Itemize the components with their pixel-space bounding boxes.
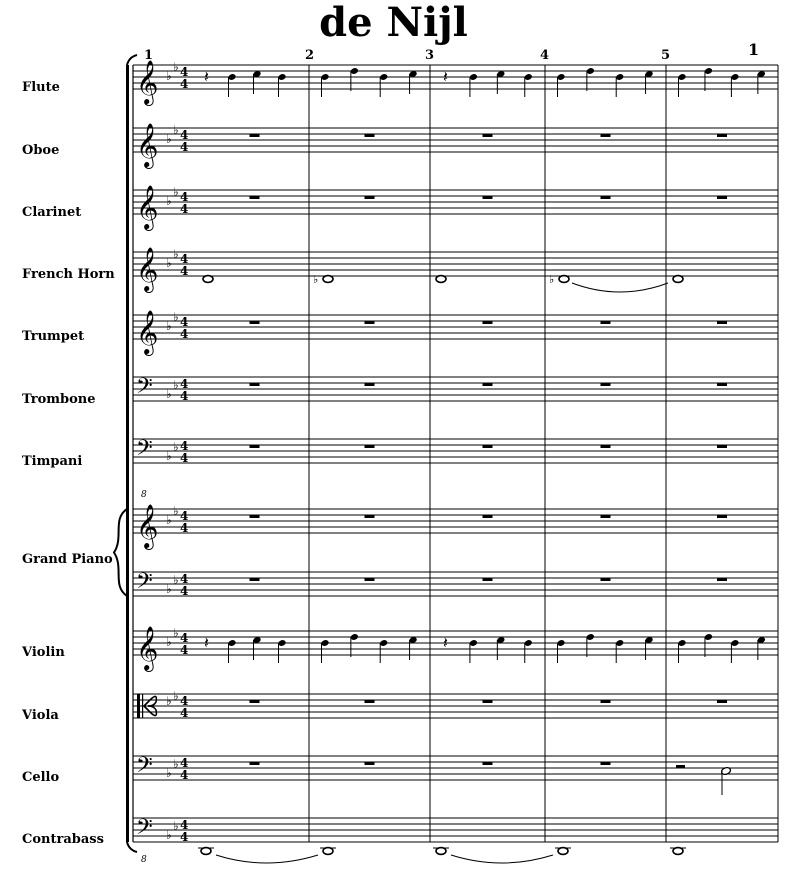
instrument-label-timpani: Timpani bbox=[22, 454, 83, 469]
whole-rest bbox=[601, 515, 611, 518]
time-signature-denominator: 4 bbox=[180, 389, 189, 403]
whole-rest bbox=[250, 445, 260, 448]
whole-rest bbox=[250, 196, 260, 199]
bass-clef-icon: 𝄢 bbox=[136, 436, 153, 466]
staff bbox=[133, 694, 778, 718]
time-signature-numerator: 4 bbox=[180, 190, 189, 204]
time-signature-denominator: 4 bbox=[180, 830, 189, 844]
whole-rest bbox=[717, 445, 727, 448]
time-signature-numerator: 4 bbox=[180, 509, 189, 523]
quarter-rest: 𝄽 bbox=[443, 633, 448, 652]
time-signature-numerator: 4 bbox=[180, 439, 189, 453]
flat-icon: ♭ bbox=[173, 689, 179, 703]
flat-icon: ♭ bbox=[166, 513, 172, 527]
staff bbox=[133, 439, 778, 463]
time-signature-numerator: 4 bbox=[180, 377, 189, 391]
tie bbox=[451, 855, 553, 863]
time-signature-numerator: 4 bbox=[180, 315, 189, 329]
flat-icon: ♭ bbox=[173, 247, 179, 261]
whole-rest bbox=[365, 321, 375, 324]
flat-icon: ♭ bbox=[173, 60, 179, 74]
flat-icon: ♭ bbox=[166, 449, 172, 463]
time-signature-denominator: 4 bbox=[180, 643, 189, 657]
whole-rest bbox=[365, 445, 375, 448]
whole-rest bbox=[365, 134, 375, 137]
octave-mark: 8 bbox=[141, 490, 147, 500]
whole-rest bbox=[717, 383, 727, 386]
tie bbox=[216, 855, 318, 863]
whole-rest bbox=[601, 321, 611, 324]
half-rest bbox=[676, 765, 685, 768]
flat-icon: ♭ bbox=[313, 273, 319, 286]
treble-clef-icon: 𝄞 bbox=[136, 310, 159, 354]
whole-rest bbox=[717, 321, 727, 324]
whole-note bbox=[203, 276, 213, 283]
whole-rest bbox=[483, 321, 493, 324]
whole-rest bbox=[483, 383, 493, 386]
whole-rest bbox=[250, 321, 260, 324]
instrument-label-french-horn: French Horn bbox=[22, 267, 115, 282]
time-signature-numerator: 4 bbox=[180, 252, 189, 266]
measure-number: 1 bbox=[144, 48, 154, 63]
flat-icon: ♭ bbox=[173, 573, 179, 587]
staff bbox=[133, 128, 778, 152]
flat-icon: ♭ bbox=[173, 757, 179, 771]
tie bbox=[572, 283, 668, 292]
whole-rest bbox=[483, 196, 493, 199]
time-signature-denominator: 4 bbox=[180, 768, 189, 782]
measure-number: 2 bbox=[305, 48, 315, 63]
whole-note bbox=[323, 848, 333, 855]
measure-number: 4 bbox=[540, 48, 550, 63]
time-signature-numerator: 4 bbox=[180, 818, 189, 832]
whole-rest bbox=[717, 578, 727, 581]
bass-clef-icon: 𝄢 bbox=[136, 815, 153, 845]
instrument-label-flute: Flute bbox=[22, 80, 60, 95]
instrument-label-viola: Viola bbox=[22, 708, 59, 723]
flat-icon: ♭ bbox=[166, 766, 172, 780]
flat-icon: ♭ bbox=[166, 194, 172, 208]
time-signature-denominator: 4 bbox=[180, 706, 189, 720]
whole-rest bbox=[601, 383, 611, 386]
whole-rest bbox=[483, 700, 493, 703]
instrument-label-oboe: Oboe bbox=[22, 143, 60, 158]
time-signature-numerator: 4 bbox=[180, 756, 189, 770]
whole-note bbox=[436, 276, 446, 283]
flat-icon: ♭ bbox=[166, 582, 172, 596]
whole-rest bbox=[717, 134, 727, 137]
quarter-rest: 𝄽 bbox=[204, 633, 209, 652]
instrument-label-cello: Cello bbox=[22, 770, 60, 785]
time-signature-denominator: 4 bbox=[180, 584, 189, 598]
whole-rest bbox=[483, 445, 493, 448]
whole-rest bbox=[483, 762, 493, 765]
time-signature-denominator: 4 bbox=[180, 451, 189, 465]
instrument-label-clarinet: Clarinet bbox=[22, 205, 82, 220]
staff bbox=[133, 315, 778, 339]
staff bbox=[133, 377, 778, 401]
whole-rest bbox=[365, 383, 375, 386]
quarter-rest: 𝄽 bbox=[204, 67, 209, 86]
treble-clef-icon: 𝄞 bbox=[136, 185, 159, 229]
quarter-rest: 𝄽 bbox=[443, 67, 448, 86]
score-title: de Nijl bbox=[319, 0, 468, 46]
treble-clef-icon: 𝄞 bbox=[136, 504, 159, 548]
flat-icon: ♭ bbox=[173, 310, 179, 324]
whole-rest bbox=[365, 515, 375, 518]
time-signature-numerator: 4 bbox=[180, 65, 189, 79]
whole-rest bbox=[601, 578, 611, 581]
whole-rest bbox=[717, 196, 727, 199]
whole-rest bbox=[365, 196, 375, 199]
staff bbox=[133, 509, 778, 533]
instrument-label-trombone: Trombone bbox=[22, 392, 96, 407]
whole-rest bbox=[365, 578, 375, 581]
whole-note bbox=[673, 276, 683, 283]
whole-rest bbox=[483, 515, 493, 518]
whole-note bbox=[201, 848, 211, 855]
staff bbox=[133, 572, 778, 596]
time-signature-denominator: 4 bbox=[180, 264, 189, 278]
whole-rest bbox=[250, 578, 260, 581]
whole-rest bbox=[601, 762, 611, 765]
whole-rest bbox=[601, 134, 611, 137]
instrument-label-grand-piano: Grand Piano bbox=[22, 552, 113, 567]
staff bbox=[133, 818, 778, 842]
staff bbox=[133, 190, 778, 214]
flat-icon: ♭ bbox=[166, 132, 172, 146]
instrument-label-contrabass: Contrabass bbox=[22, 832, 104, 847]
whole-note bbox=[436, 848, 446, 855]
flat-icon: ♭ bbox=[166, 635, 172, 649]
time-signature-numerator: 4 bbox=[180, 694, 189, 708]
whole-rest bbox=[250, 700, 260, 703]
whole-rest bbox=[365, 762, 375, 765]
whole-note bbox=[323, 276, 333, 283]
bass-clef-icon: 𝄢 bbox=[136, 753, 153, 783]
flat-icon: ♭ bbox=[173, 440, 179, 454]
bass-clef-icon: 𝄢 bbox=[136, 569, 153, 599]
time-signature-denominator: 4 bbox=[180, 202, 189, 216]
whole-note bbox=[559, 276, 569, 283]
time-signature-numerator: 4 bbox=[180, 128, 189, 142]
treble-clef-icon: 𝄞 bbox=[136, 60, 159, 104]
treble-clef-icon: 𝄞 bbox=[136, 247, 159, 291]
whole-rest bbox=[483, 134, 493, 137]
page-number: 1 bbox=[748, 40, 760, 59]
octave-mark: 8 bbox=[141, 855, 147, 865]
whole-rest bbox=[601, 196, 611, 199]
flat-icon: ♭ bbox=[173, 504, 179, 518]
whole-rest bbox=[483, 578, 493, 581]
instrument-label-violin: Violin bbox=[22, 645, 65, 660]
flat-icon: ♭ bbox=[173, 185, 179, 199]
whole-rest bbox=[601, 445, 611, 448]
time-signature-numerator: 4 bbox=[180, 631, 189, 645]
staff bbox=[133, 252, 778, 276]
flat-icon: ♭ bbox=[173, 123, 179, 137]
time-signature-denominator: 4 bbox=[180, 521, 189, 535]
instrument-label-trumpet: Trumpet bbox=[22, 329, 85, 344]
whole-rest bbox=[250, 383, 260, 386]
piano-brace bbox=[114, 509, 127, 596]
flat-icon: ♭ bbox=[549, 273, 555, 286]
whole-rest bbox=[250, 515, 260, 518]
flat-icon: ♭ bbox=[173, 378, 179, 392]
time-signature-numerator: 4 bbox=[180, 572, 189, 586]
flat-icon: ♭ bbox=[173, 626, 179, 640]
whole-rest bbox=[365, 700, 375, 703]
treble-clef-icon: 𝄞 bbox=[136, 123, 159, 167]
whole-rest bbox=[717, 700, 727, 703]
whole-rest bbox=[601, 700, 611, 703]
time-signature-denominator: 4 bbox=[180, 327, 189, 341]
whole-rest bbox=[250, 134, 260, 137]
bass-clef-icon: 𝄢 bbox=[136, 374, 153, 404]
whole-rest bbox=[717, 515, 727, 518]
whole-note bbox=[673, 848, 683, 855]
time-signature-denominator: 4 bbox=[180, 77, 189, 91]
measure-number: 3 bbox=[425, 48, 435, 63]
flat-icon: ♭ bbox=[166, 828, 172, 842]
time-signature-denominator: 4 bbox=[180, 140, 189, 154]
system-bracket bbox=[126, 65, 129, 842]
flat-icon: ♭ bbox=[166, 319, 172, 333]
flat-icon: ♭ bbox=[166, 69, 172, 83]
flat-icon: ♭ bbox=[166, 694, 172, 708]
flat-icon: ♭ bbox=[166, 387, 172, 401]
treble-clef-icon: 𝄞 bbox=[136, 626, 159, 670]
flat-icon: ♭ bbox=[166, 256, 172, 270]
measure-number: 5 bbox=[661, 48, 671, 63]
flat-icon: ♭ bbox=[173, 819, 179, 833]
whole-note bbox=[558, 848, 568, 855]
whole-rest bbox=[250, 762, 260, 765]
